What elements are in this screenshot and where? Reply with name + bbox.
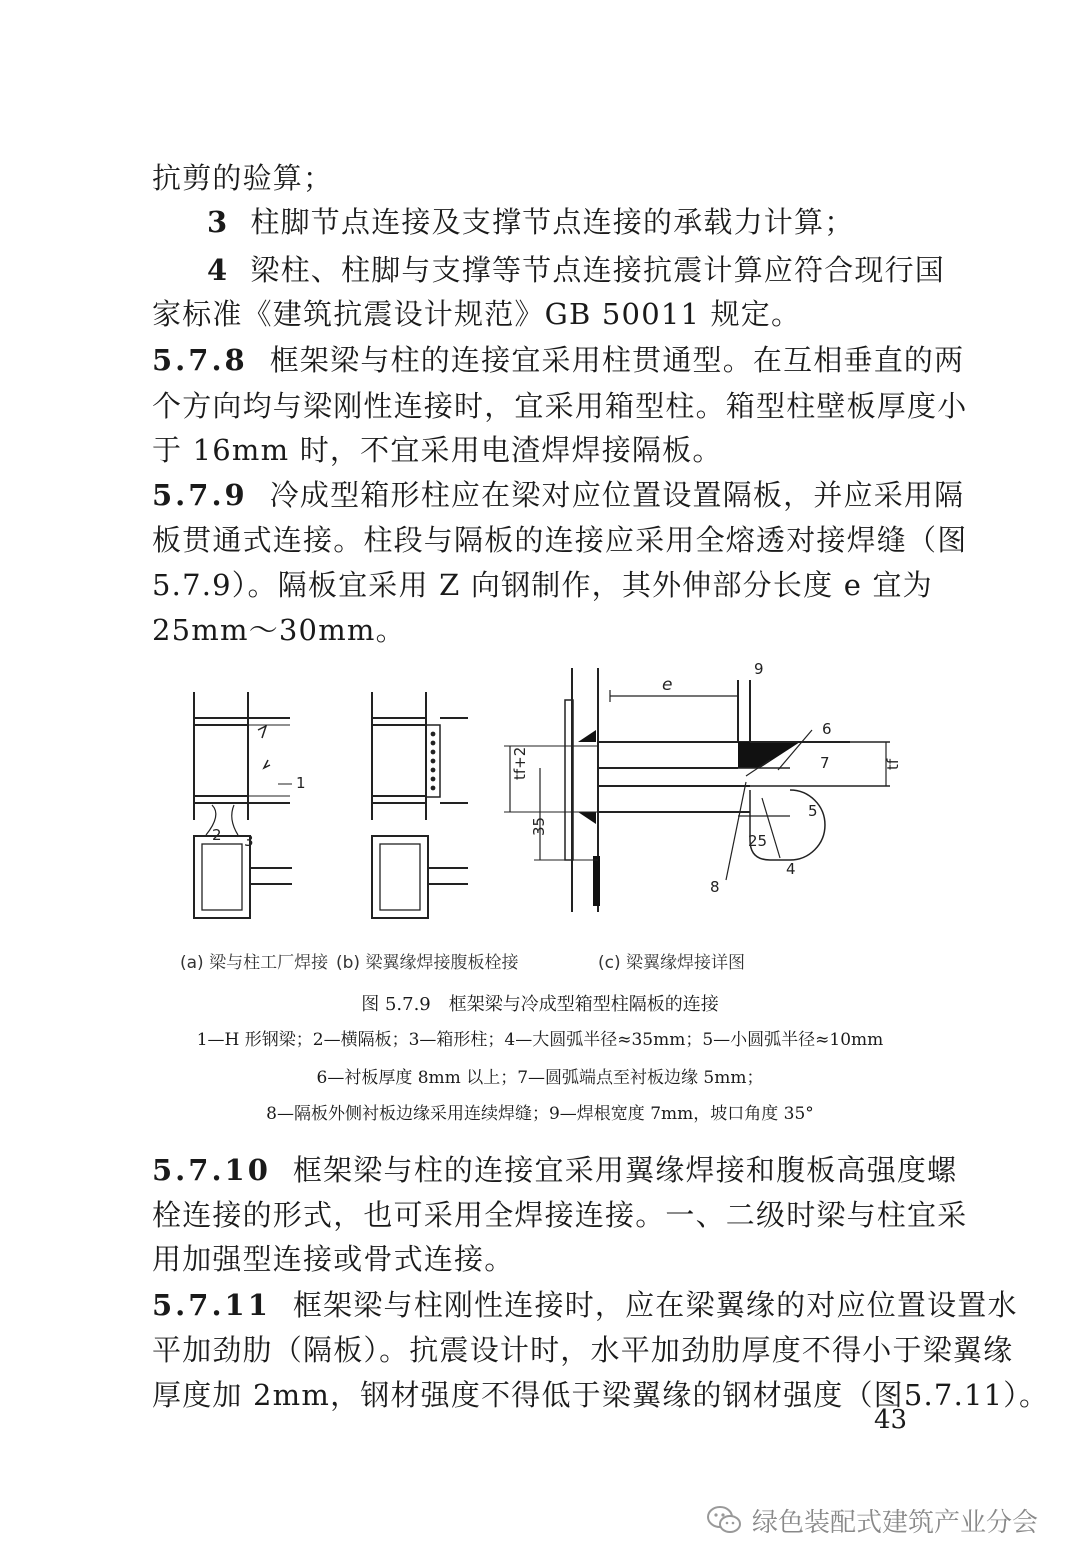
label-4: 4 xyxy=(786,860,796,878)
label-3: 3 xyxy=(244,832,254,850)
label-5: 5 xyxy=(808,802,818,820)
clause-heading-line: 5.7.11 框架梁与柱刚性连接时，应在梁翼缘的对应位置设置水 xyxy=(152,1288,1018,1322)
clause-heading-line: 5.7.8 框架梁与柱的连接宜采用柱贯通型。在互相垂直的两 xyxy=(152,343,965,377)
label-tf: tf xyxy=(884,758,902,770)
label-25: 25 xyxy=(748,832,768,850)
drawing-a xyxy=(194,692,292,918)
label-1: 1 xyxy=(296,774,306,792)
label-35: 35 xyxy=(530,816,548,836)
label-7: 7 xyxy=(820,754,830,772)
label-tf2: tf+2 xyxy=(511,746,529,780)
label-2: 2 xyxy=(212,826,222,844)
paragraph-line: 板贯通式连接。柱段与隔板的连接应采用全熔透对接焊缝（图 xyxy=(152,523,968,557)
paragraph-line: 厚度加 2mm，钢材强度不得低于梁翼缘的钢材强度（图5.7.11）。 xyxy=(152,1378,1050,1412)
connection-drawing xyxy=(150,650,930,950)
label-8: 8 xyxy=(710,878,720,896)
paragraph-line: 用加强型连接或骨式连接。 xyxy=(152,1242,515,1276)
label-9: 9 xyxy=(754,660,764,678)
paragraph-line: 于 16mm 时，不宜采用电渣焊焊接隔板。 xyxy=(152,433,723,467)
figure-legend-line: 1—H 形钢梁；2—横隔板；3—箱形柱；4—大圆弧半径≈35mm；5—小圆弧半径≈10mm xyxy=(196,1030,884,1050)
page-number: 43 xyxy=(874,1405,908,1435)
drawing-c xyxy=(504,668,890,912)
sub-caption-a: (a) 梁与柱工厂焊接 xyxy=(180,953,329,973)
figure-5-7-9 xyxy=(150,650,930,990)
paragraph-line: 个方向均与梁刚性连接时，宜采用箱型柱。箱型柱壁板厚度小 xyxy=(152,389,968,423)
paragraph-line: 25mm～30mm。 xyxy=(152,613,406,647)
clause-heading-line: 5.7.9 冷成型箱形柱应在梁对应位置设置隔板，并应采用隔 xyxy=(152,478,965,512)
paragraph-line: 家标准《建筑抗震设计规范》GB 50011 规定。 xyxy=(152,297,802,331)
paragraph-line: 5.7.9）。隔板宜采用 Z 向钢制作，其外伸部分长度 e 宜为 xyxy=(152,568,933,602)
sub-caption-b: (b) 梁翼缘焊接腹板栓接 xyxy=(336,953,519,973)
paragraph-line: 栓连接的形式，也可采用全焊接连接。一、二级时梁与柱宜采 xyxy=(152,1198,968,1232)
figure-legend-line: 8—隔板外侧衬板边缘采用连续焊缝；9—焊根宽度 7mm，坡口角度 35° xyxy=(266,1104,814,1124)
paragraph-line: 平加劲肋（隔板）。抗震设计时，水平加劲肋厚度不得小于梁翼缘 xyxy=(152,1333,1014,1367)
list-item: 4 梁柱、柱脚与支撑等节点连接抗震计算应符合现行国 xyxy=(207,253,945,287)
clause-heading-line: 5.7.10 框架梁与柱的连接宜采用翼缘焊接和腹板高强度螺 xyxy=(152,1153,958,1187)
label-e: e xyxy=(662,675,673,695)
sub-caption-c: (c) 梁翼缘焊接详图 xyxy=(598,953,746,973)
watermark-text: 绿色装配式建筑产业分会 xyxy=(752,1507,1039,1538)
watermark xyxy=(706,1498,1038,1542)
paragraph-line: 抗剪的验算； xyxy=(152,161,334,195)
wechat-icon xyxy=(706,1504,742,1536)
label-6: 6 xyxy=(822,720,832,738)
figure-title: 图 5.7.9 框架梁与冷成型箱型柱隔板的连接 xyxy=(361,994,719,1015)
drawing-b xyxy=(372,692,468,918)
figure-legend-line: 6—衬板厚度 8mm 以上；7—圆弧端点至衬板边缘 5mm； xyxy=(316,1068,764,1088)
list-item: 3 柱脚节点连接及支撑节点连接的承载力计算； xyxy=(207,205,855,239)
